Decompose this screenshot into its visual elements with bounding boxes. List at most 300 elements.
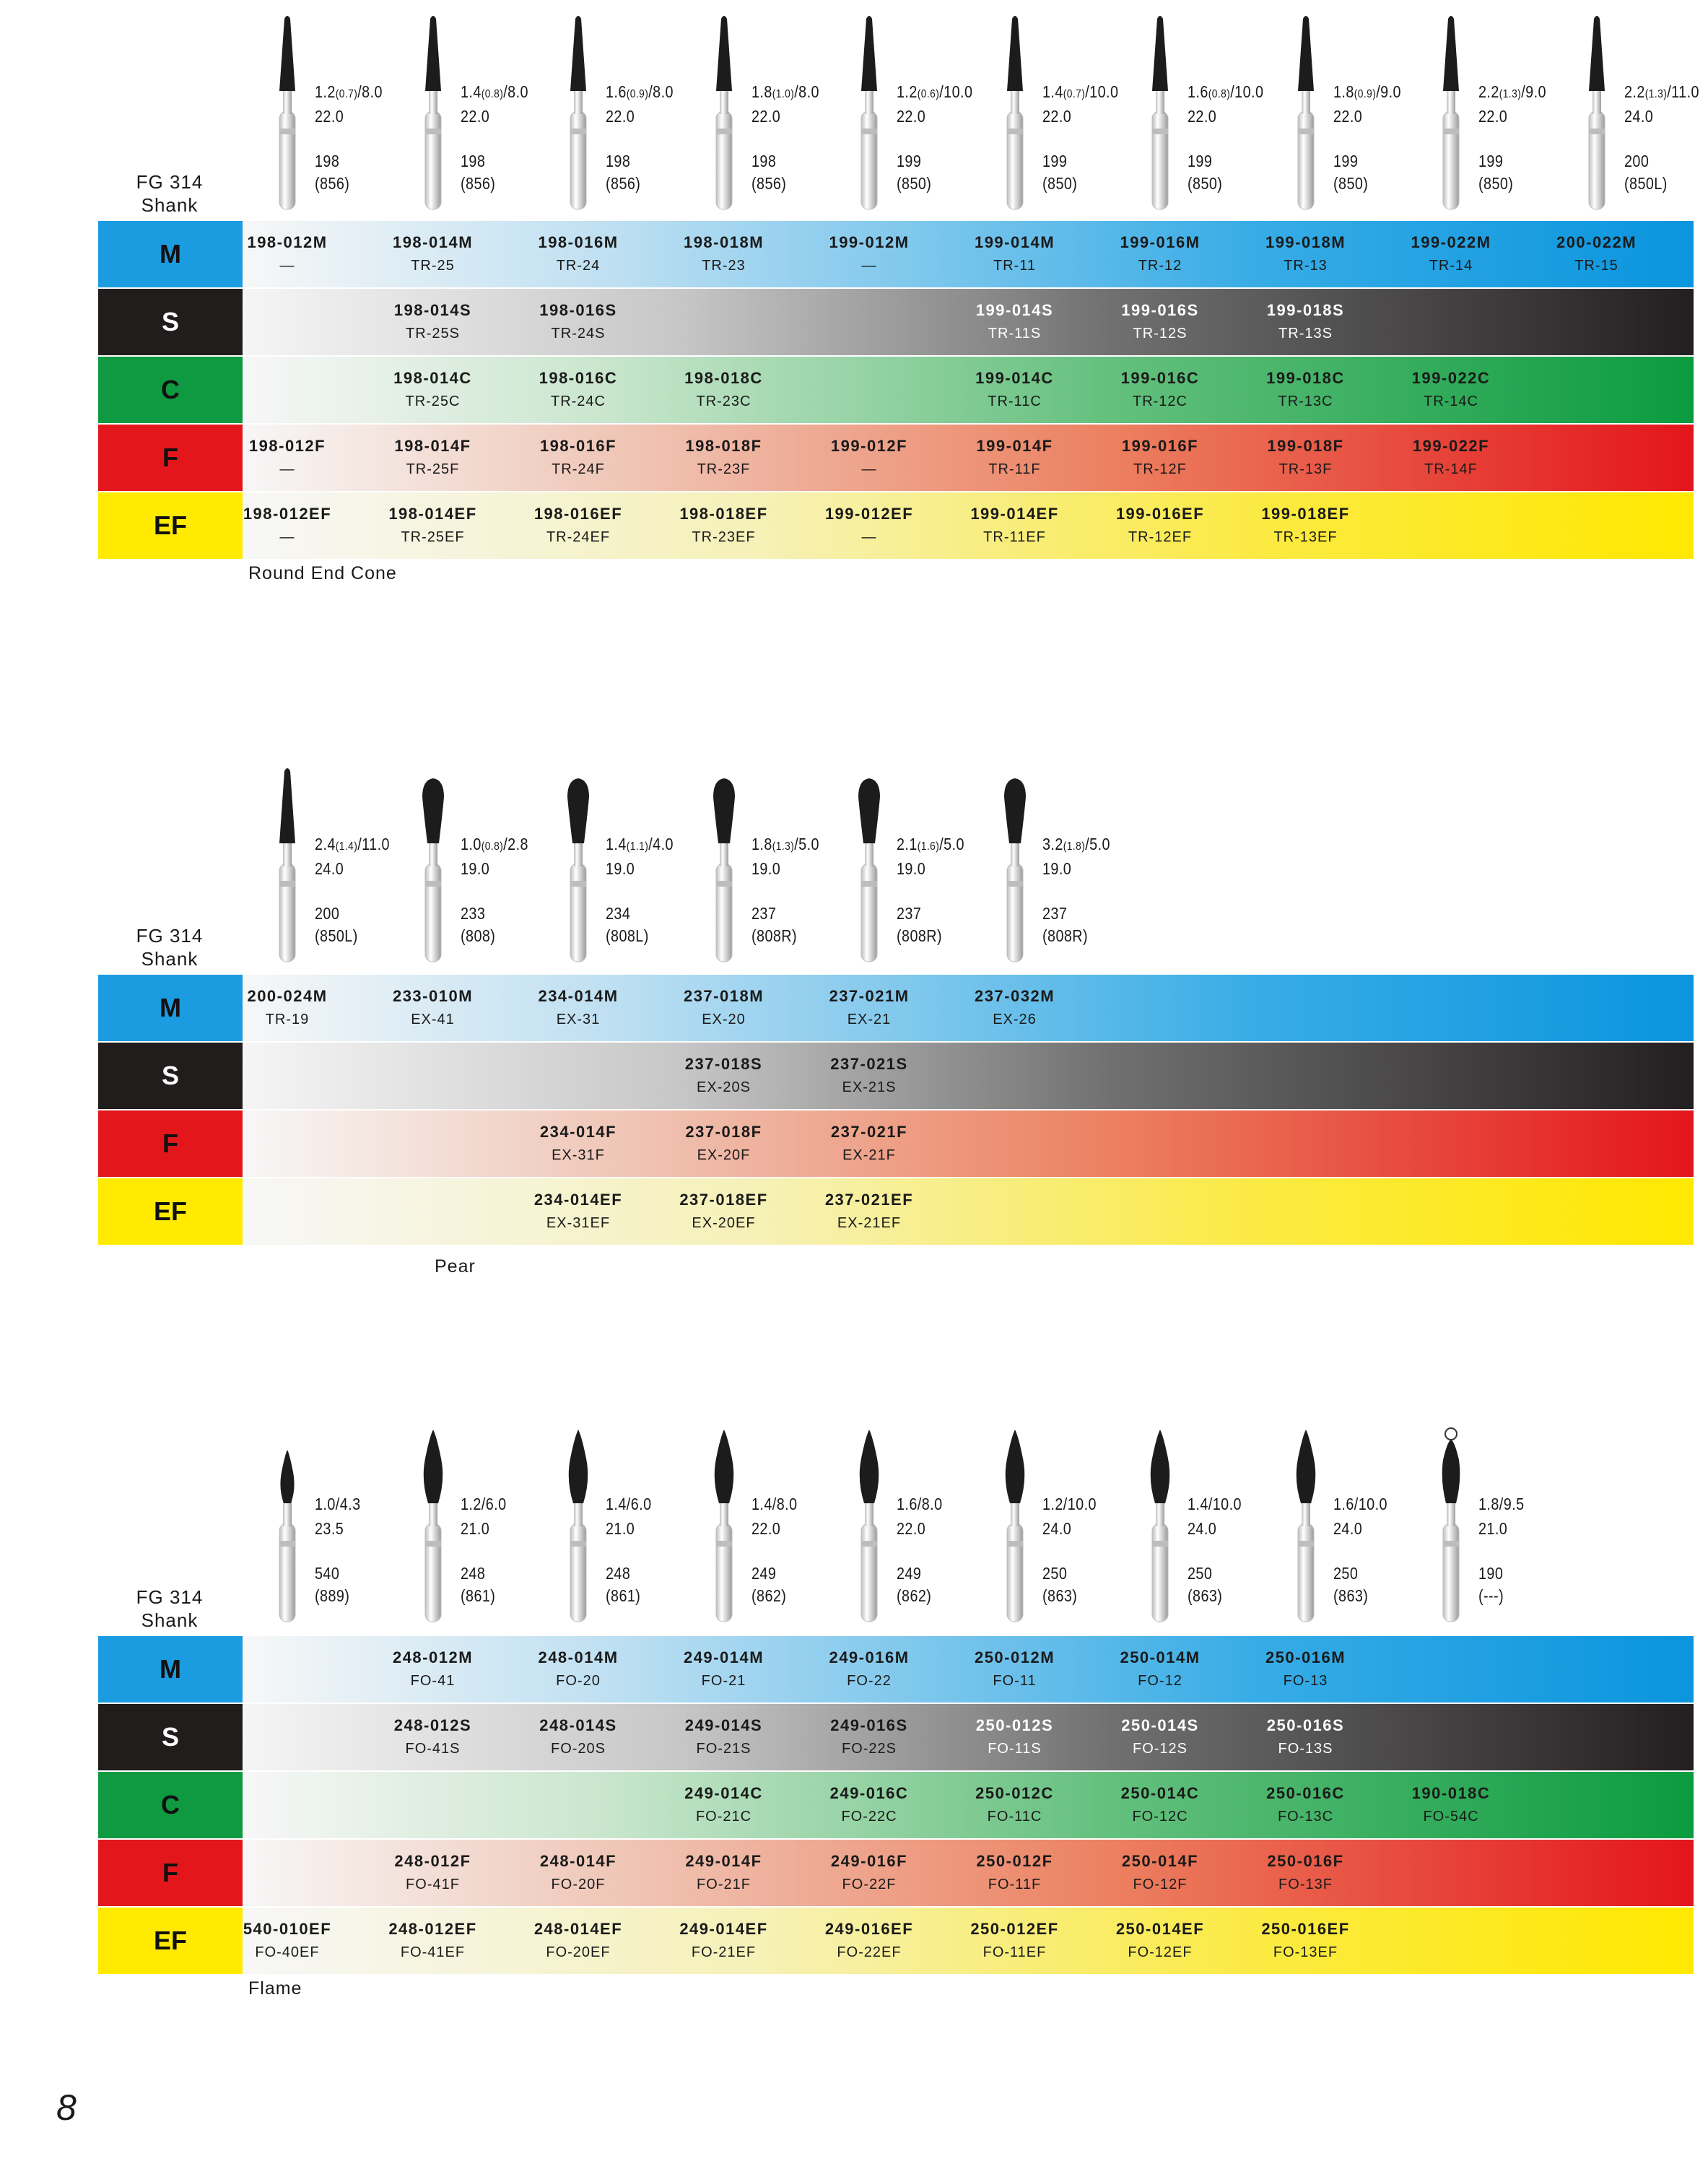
shank-label-line: Shank (141, 948, 199, 970)
grit-code-badge: F (98, 1110, 243, 1177)
grit-code-badge: S (98, 1704, 243, 1770)
cross-reference-code: TR-15 (1574, 258, 1618, 274)
bur-size (1188, 1493, 1242, 1518)
product-cell (1234, 1714, 1378, 1760)
product-cell (652, 503, 796, 549)
bur-iso-number: 200 (315, 904, 340, 923)
bur-spec (461, 1493, 507, 1607)
product-cell (797, 1850, 941, 1896)
cross-reference-code: TR-25S (406, 326, 460, 342)
bur-total-length: 22.0 (1042, 107, 1071, 126)
bur-ref-number: (861) (606, 1586, 641, 1605)
product-cell (943, 1714, 1087, 1760)
cross-reference-code: EX-21 (847, 1012, 892, 1027)
product-cell (1234, 1782, 1378, 1828)
bur-spec (1478, 1493, 1525, 1607)
product-cell (506, 1121, 650, 1167)
product-cell (797, 1714, 941, 1760)
bur-illustration-icon (990, 10, 1040, 212)
product-code: 540-010EF (243, 1920, 332, 1938)
grit-code-badge: S (98, 1043, 243, 1109)
grit-code-badge: M (98, 975, 243, 1041)
product-cell (215, 231, 360, 277)
product-code: 199-016C (1120, 369, 1200, 387)
cross-reference-code: — (279, 461, 295, 477)
bur-spec (606, 1493, 652, 1607)
spacer (315, 1540, 361, 1562)
bur-iso-number: 237 (751, 904, 776, 923)
product-cell (361, 435, 505, 481)
product-cell (652, 435, 796, 481)
shank-label-line: FG 314 (136, 925, 204, 947)
bur-diameter: 1.2 (460, 1495, 482, 1513)
bur-size (1188, 81, 1263, 105)
cross-reference-code: FO-22C (841, 1809, 897, 1825)
bur-head-length: /11.0 (357, 835, 390, 853)
product-code: 234-014M (538, 987, 619, 1005)
bur-spec (315, 833, 390, 947)
grit-code-badge: M (98, 221, 243, 287)
product-code: 199-016M (1120, 233, 1201, 251)
cross-reference-code: FO-54C (1423, 1809, 1479, 1825)
bur-ref-number: (850) (1042, 174, 1077, 193)
product-code: 199-018C (1266, 369, 1345, 387)
bur-diameter: 1.4 (1188, 1495, 1208, 1513)
product-code: 237-032M (974, 987, 1055, 1005)
product-cell (506, 985, 650, 1031)
cross-reference-code: FO-20EF (546, 1944, 611, 1960)
cross-reference-code: FO-22EF (837, 1944, 902, 1960)
bur-head-length: /8.0 (357, 82, 383, 101)
bur-spec (1188, 81, 1263, 195)
bur-ref-number: (889) (315, 1586, 350, 1605)
bur-iso-number: 198 (460, 152, 485, 170)
grit-row-f (98, 1840, 1694, 1906)
spacer (1188, 128, 1263, 150)
bur-ref-number: (863) (1188, 1586, 1223, 1605)
grit-band (243, 425, 1694, 491)
bur-head-length: /9.5 (1499, 1495, 1525, 1513)
product-cell (652, 1918, 796, 1964)
grit-band (243, 1772, 1694, 1838)
bur-iso-number: 248 (606, 1564, 631, 1583)
product-code: 199-012F (830, 437, 908, 455)
bur-total-length: 22.0 (897, 1519, 926, 1538)
product-code: 250-014M (1120, 1648, 1201, 1666)
product-cell (943, 1850, 1087, 1896)
product-cell (1379, 231, 1523, 277)
bur-spec (461, 833, 528, 947)
product-cell (1234, 503, 1378, 549)
product-code: 233-010M (392, 987, 474, 1005)
product-cell (1379, 367, 1523, 413)
bur-illustration-icon (1426, 10, 1476, 212)
bur-total-length: 22.0 (606, 107, 635, 126)
bur-diameter: 1.2 (315, 82, 336, 101)
product-cell (652, 1188, 796, 1235)
bur-spec (461, 81, 528, 195)
bur-illustration-icon (1281, 1422, 1331, 1625)
spacer (606, 1540, 652, 1562)
product-code: 248-014M (538, 1648, 619, 1666)
product-cell (1088, 1850, 1232, 1896)
bur-spec (1333, 81, 1401, 195)
grit-row-m (98, 975, 1694, 1041)
bur-diameter: 2.2 (1478, 82, 1499, 101)
bur-spec (1042, 1493, 1097, 1607)
spacer (1624, 128, 1699, 150)
bur-illustration-icon (1281, 10, 1331, 212)
bur-ref-number: (862) (897, 1586, 932, 1605)
product-cell (797, 503, 941, 549)
cross-reference-code: EX-31F (552, 1147, 605, 1163)
grit-row-f (98, 1110, 1694, 1177)
cross-reference-code: FO-12C (1132, 1809, 1188, 1825)
bur-head-length: /9.0 (1375, 82, 1401, 101)
bur-ref-number: (856) (751, 174, 786, 193)
bur-iso-number: 249 (751, 1564, 776, 1583)
bur-total-length: 22.0 (1333, 107, 1362, 126)
grit-band (243, 1043, 1694, 1109)
product-cell (652, 1646, 796, 1692)
product-cell (1088, 435, 1232, 481)
cross-reference-code: FO-21 (701, 1673, 746, 1689)
product-code: 249-014S (684, 1716, 763, 1734)
grit-code-badge: EF (98, 1908, 243, 1974)
product-code: 248-012S (393, 1716, 472, 1734)
bur-iso-number: 199 (897, 152, 922, 170)
cross-reference-code: FO-13 (1283, 1673, 1328, 1689)
bur-spec (1188, 1493, 1242, 1607)
bur-tip-diameter: (1.0) (772, 88, 794, 100)
product-code: 249-016F (830, 1852, 908, 1870)
bur-diameter: 1.8 (751, 835, 772, 853)
product-cell (652, 985, 796, 1031)
grit-row-c (98, 1772, 1694, 1838)
cross-reference-code: FO-12EF (1128, 1944, 1193, 1960)
cross-reference-code: FO-20S (550, 1741, 606, 1757)
cross-reference-code: EX-41 (411, 1012, 455, 1027)
bur-head-length: /10.0 (1354, 1495, 1387, 1513)
product-code: 198-018F (685, 437, 762, 455)
cross-reference-code: FO-11S (988, 1741, 1042, 1757)
cross-reference-code: TR-25EF (401, 529, 465, 545)
cross-reference-code: FO-13C (1277, 1809, 1334, 1825)
cross-reference-code: FO-21EF (691, 1944, 757, 1960)
product-cell (652, 231, 796, 277)
product-code: 198-016F (539, 437, 617, 455)
product-cell (1088, 1918, 1232, 1964)
product-code: 248-014S (539, 1716, 617, 1734)
product-code: 198-018EF (679, 505, 768, 523)
product-cell (1088, 367, 1232, 413)
product-cell (943, 1918, 1087, 1964)
product-code: 250-014EF (1115, 1920, 1205, 1938)
bur-illustration-icon (262, 762, 313, 965)
bur-spec (751, 81, 819, 195)
cross-reference-code: — (861, 258, 877, 274)
bur-spec (315, 1493, 361, 1607)
cross-reference-code: TR-12 (1138, 258, 1182, 274)
product-code: 199-022F (1412, 437, 1490, 455)
product-code: 250-016C (1266, 1784, 1345, 1802)
cross-reference-code: FO-12 (1138, 1673, 1182, 1689)
bur-illustration-icon (699, 1422, 749, 1625)
bur-ref-number: (850) (1333, 174, 1368, 193)
bur-spec (1042, 81, 1118, 195)
product-code: 250-014C (1120, 1784, 1200, 1802)
bur-illustration-icon (1426, 1422, 1476, 1625)
product-code: 237-018F (685, 1123, 762, 1141)
product-code: 237-018M (683, 987, 764, 1005)
product-cell (943, 1646, 1087, 1692)
product-cell (797, 1121, 941, 1167)
grit-code-badge: S (98, 289, 243, 355)
product-cell (506, 1850, 650, 1896)
product-cell (215, 503, 360, 549)
bur-iso-number: 249 (897, 1564, 922, 1583)
product-code: 248-014F (539, 1852, 617, 1870)
product-cell (506, 1918, 650, 1964)
product-code: 248-012F (394, 1852, 471, 1870)
cross-reference-code: FO-41 (410, 1673, 456, 1689)
product-cell (797, 1188, 941, 1235)
product-cell (652, 1714, 796, 1760)
product-cell (797, 1646, 941, 1692)
bur-diameter: 1.6 (1333, 1495, 1354, 1513)
cross-reference-code: FO-11F (988, 1877, 1042, 1892)
bur-iso-number: 250 (1333, 1564, 1358, 1583)
cross-reference-code: TR-23 (702, 258, 746, 274)
bur-diameter: 1.0 (315, 1495, 336, 1513)
product-code: 249-016C (829, 1784, 909, 1802)
bur-total-length: 22.0 (751, 107, 780, 126)
product-cell (943, 1782, 1087, 1828)
product-cell (1379, 1782, 1523, 1828)
product-code: 199-016S (1121, 301, 1199, 319)
grit-band (243, 1908, 1694, 1974)
shank-label (130, 924, 209, 970)
product-cell (1088, 503, 1232, 549)
bur-head-length: /9.0 (1521, 82, 1546, 101)
bur-total-length: 21.0 (1478, 1519, 1508, 1538)
bur-total-length: 22.0 (1188, 107, 1217, 126)
cross-reference-code: TR-14 (1429, 258, 1473, 274)
bur-spec (1624, 81, 1699, 195)
product-code: 198-018C (684, 369, 763, 387)
cross-reference-code: TR-11C (988, 393, 1042, 409)
bur-head-length: /5.0 (793, 835, 819, 853)
product-cell (797, 435, 941, 481)
bur-ref-number: (808) (460, 926, 495, 945)
grit-row-ef (98, 1908, 1694, 1974)
product-code: 198-014C (393, 369, 472, 387)
bur-illustration-icon (844, 10, 894, 212)
product-cell (652, 1053, 796, 1099)
product-code: 199-018S (1266, 301, 1345, 319)
cross-reference-code: FO-41EF (400, 1944, 466, 1960)
bur-size (461, 1493, 507, 1518)
bur-diameter: 2.4 (315, 835, 336, 853)
bur-diameter: 2.1 (897, 835, 918, 853)
cross-reference-code: TR-11 (993, 258, 1037, 274)
bur-ref-number: (850) (1188, 174, 1223, 193)
bur-diameter: 1.8 (1333, 82, 1354, 101)
bur-size (1478, 81, 1546, 105)
grit-band (243, 1636, 1694, 1703)
product-code: 199-014F (976, 437, 1053, 455)
product-cell (361, 1646, 505, 1692)
bur-diameter: 1.4 (460, 82, 482, 101)
bur-iso-number: 237 (897, 904, 922, 923)
bur-diameter: 3.2 (1042, 835, 1063, 853)
bur-illustration-icon (844, 762, 894, 965)
bur-spec (1042, 833, 1110, 947)
bur-size (1042, 833, 1110, 858)
cross-reference-code: FO-12F (1133, 1877, 1188, 1892)
cross-reference-code: TR-13EF (1273, 529, 1338, 545)
spacer (751, 880, 819, 903)
shank-label-line: Shank (141, 1609, 199, 1631)
bur-diameter: 1.4 (606, 835, 627, 853)
cross-reference-code: FO-13S (1278, 1741, 1333, 1757)
bur-ref-number: (808R) (897, 926, 943, 945)
spacer (1042, 1540, 1097, 1562)
cross-reference-code: FO-20 (556, 1673, 601, 1689)
bur-ref-number: (863) (1042, 1586, 1077, 1605)
bur-size (315, 81, 383, 105)
cross-reference-code: FO-22 (847, 1673, 892, 1689)
shank-label (130, 1586, 209, 1632)
cross-reference-code: TR-23F (697, 461, 751, 477)
bur-illustration-icon (1135, 1422, 1185, 1625)
product-code: 250-012S (975, 1716, 1054, 1734)
bur-ref-number: (862) (751, 1586, 786, 1605)
product-cell (1088, 299, 1232, 345)
cross-reference-code: FO-13F (1278, 1877, 1333, 1892)
product-code: 198-012EF (243, 505, 332, 523)
bur-diameter: 1.6 (897, 1495, 918, 1513)
cross-reference-code: EX-21F (842, 1147, 896, 1163)
grit-band (243, 221, 1694, 287)
bur-total-length: 24.0 (1042, 1519, 1071, 1538)
bur-tip-diameter: (0.9) (1354, 88, 1376, 100)
product-cell (943, 299, 1087, 345)
bur-tip-diameter: (1.8) (1063, 840, 1085, 853)
cross-reference-code: TR-11EF (983, 529, 1046, 545)
grit-code-badge: C (98, 1772, 243, 1838)
bur-ref-number: (861) (460, 1586, 495, 1605)
shank-label-line: FG 314 (136, 171, 204, 193)
cross-reference-code: TR-24EF (546, 529, 611, 545)
product-cell (652, 1850, 796, 1896)
product-cell (943, 435, 1087, 481)
grit-row-s (98, 289, 1694, 355)
product-cell (215, 1918, 360, 1964)
product-code: 198-014S (393, 301, 472, 319)
product-code: 248-014EF (533, 1920, 623, 1938)
bur-illustration-icon (553, 1422, 604, 1625)
bur-size (315, 1493, 361, 1518)
page-number: 8 (56, 2087, 77, 2128)
bur-tip-diameter: (1.6) (917, 840, 940, 853)
cross-reference-code: — (861, 461, 877, 477)
product-code: 198-014M (392, 233, 474, 251)
bur-tip-diameter: (0.7) (1063, 88, 1085, 100)
bur-spec (897, 1493, 943, 1607)
product-code: 249-016S (830, 1716, 908, 1734)
cross-reference-code: TR-23EF (692, 529, 756, 545)
bur-total-length: 19.0 (751, 859, 780, 878)
bur-spec (315, 81, 383, 195)
bur-iso-number: 198 (315, 152, 340, 170)
spacer (606, 880, 674, 903)
bur-diameter: 1.6 (606, 82, 627, 101)
product-code: 237-021EF (824, 1191, 914, 1209)
bur-tip-diameter: (1.3) (1499, 88, 1522, 100)
product-cell (1234, 1646, 1378, 1692)
product-code: 198-016S (539, 301, 617, 319)
cross-reference-code: FO-40EF (255, 1944, 320, 1960)
bur-ref-number: (856) (606, 174, 641, 193)
bur-size (1333, 1493, 1387, 1518)
shank-label-line: FG 314 (136, 1586, 204, 1608)
bur-total-length: 19.0 (1042, 859, 1071, 878)
spacer (1042, 880, 1110, 903)
cross-reference-code: FO-22F (842, 1877, 897, 1892)
cross-reference-code: FO-41F (406, 1877, 460, 1892)
product-code: 199-014S (975, 301, 1054, 319)
product-code: 249-014EF (679, 1920, 768, 1938)
bur-total-length: 22.0 (897, 107, 926, 126)
product-code: 250-014S (1121, 1716, 1199, 1734)
cross-reference-code: — (279, 258, 295, 274)
spacer (606, 128, 674, 150)
bur-size (606, 1493, 652, 1518)
bur-illustration-icon (1135, 10, 1185, 212)
grit-row-s (98, 1043, 1694, 1109)
product-cell (506, 503, 650, 549)
bur-diameter: 1.4 (606, 1495, 627, 1513)
cross-reference-code: FO-12S (1132, 1741, 1188, 1757)
product-code: 250-016S (1266, 1716, 1345, 1734)
cross-reference-code: TR-25F (406, 461, 460, 477)
product-code: 237-021S (830, 1055, 908, 1073)
product-code: 198-018M (683, 233, 764, 251)
spacer (751, 1540, 798, 1562)
bur-total-length: 24.0 (1333, 1519, 1362, 1538)
product-code: 198-012M (247, 233, 328, 251)
spacer (1333, 128, 1401, 150)
product-cell (943, 985, 1087, 1031)
grit-row-ef (98, 492, 1694, 559)
product-cell (361, 367, 505, 413)
product-cell (652, 1782, 796, 1828)
spacer (1188, 1540, 1242, 1562)
bur-size (897, 833, 964, 858)
bur-diameter: 1.6 (1188, 82, 1208, 101)
grit-table (98, 975, 1694, 1246)
product-cell (797, 231, 941, 277)
bur-ref-number: (856) (315, 174, 350, 193)
cross-reference-code: FO-11 (993, 1673, 1037, 1689)
product-code: 198-012F (248, 437, 326, 455)
product-cell (506, 231, 650, 277)
grit-band (243, 1704, 1694, 1770)
spacer (461, 1540, 507, 1562)
product-code: 237-021M (829, 987, 910, 1005)
cross-reference-code: EX-20S (697, 1079, 751, 1095)
